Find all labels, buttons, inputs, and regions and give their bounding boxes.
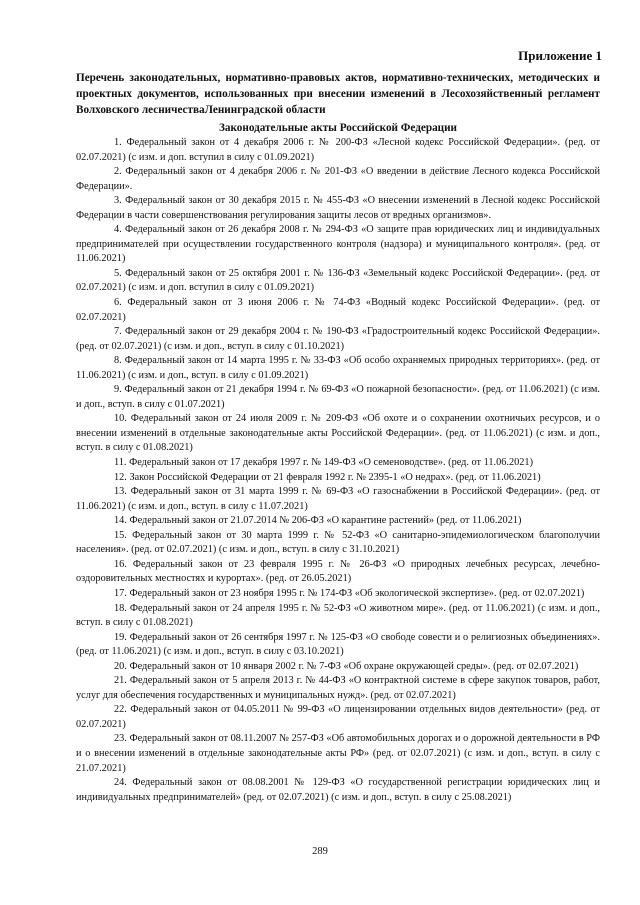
list-item: 23. Федеральный закон от 08.11.2007 № 257-ФЗ «Об автомобильных дорогах и о дорожной деятельности в РФ и о внесении изменений в отдельные законодательные акты РФ» (ред. от 02.07.2021) (с изм. и доп., вступ. в силу с 21.07.2021) bbox=[76, 733, 600, 774]
list-item: 4. Федеральный закон от 26 декабря 2008 г. № 294-ФЗ «О защите прав юридических лиц и индивидуальных предпринимателей при осуществлении государственного контроля (надзора) и муниципального контроля». (ред. от 11.06.2021) bbox=[76, 224, 600, 265]
page-number: 289 bbox=[312, 846, 328, 857]
list-item: 24. Федеральный закон от 08.08.2001 № 129-ФЗ «О государственной регистрации юридических лиц и индивидуальных предпринимателей» (ред. от 02.07.2021) (с изм. и доп., вступ. в силу с 25.08.2021) bbox=[76, 777, 600, 803]
list-item: 6. Федеральный закон от 3 июня 2006 г. № 74-ФЗ «Водный кодекс Российской Федерации». (ред. от 02.07.2021) bbox=[76, 297, 600, 323]
list-item: 5. Федеральный закон от 25 октября 2001 г. № 136-ФЗ «Земельный кодекс Российской Федерации». (ред. от 02.07.2021) (с изм. и доп. вступил в силу с 01.09.2021) bbox=[76, 267, 600, 294]
list-item: 16. Федеральный закон от 23 февраля 1995 г. № 26-ФЗ «О природных лечебных ресурсах, лечебно-оздоровительных местностях и курортах». (ред. от 26.05.2021) bbox=[76, 558, 600, 585]
list-item: 8. Федеральный закон от 14 марта 1995 г. № 33-ФЗ «Об особо охраняемых природных территориях». (ред. от 11.06.2021) (с изм. и доп., вступ. в силу с 01.09.2021) bbox=[76, 355, 600, 381]
law-list bbox=[76, 136, 600, 805]
list-item: 3. Федеральный закон от 30 декабря 2015 г. № 455-ФЗ «О внесении изменений в Лесной кодекс Российской Федерации в части совершенствования регулирования защиты лесов от вредных организмов». bbox=[76, 195, 600, 221]
list-item: 10. Федеральный закон от 24 июля 2009 г. № 209-ФЗ «Об охоте и о сохранении охотничьих ресурсов, и о внесении изменений в отдельные законодательные акты Российской Федерации». (ред. от 11.06.2021) (с изм. и доп., вступ. в силу с 01.08.2021) bbox=[76, 413, 600, 454]
list-item: 2. Федеральный закон от 4 декабря 2006 г. № 201-ФЗ «О введении в действие Лесного кодекса Российской Федерации». bbox=[76, 166, 600, 192]
list-item: 12. Закон Российской Федерации от 21 февраля 1992 г. № 2395-1 «О недрах». (ред. от 11.06.2021) bbox=[114, 471, 541, 483]
list-item: 18. Федеральный закон от 24 апреля 1995 г. № 52-ФЗ «О животном мире». (ред. от 11.06.2021) (с изм. и доп., вступ. в силу с 01.08.2021) bbox=[76, 602, 600, 629]
list-item: 20. Федеральный закон от 10 января 2002 г. № 7-ФЗ «Об охране окружающей среды». (ред. от 02.07.2021) bbox=[114, 660, 579, 672]
list-item: 21. Федеральный закон от 5 апреля 2013 г. № 44-ФЗ «О контрактной системе в сфере закупок товаров, работ, услуг для обеспечения государственных и муниципальных нужд». (ред. от 02.07.2021) bbox=[76, 675, 600, 701]
list-item: 22. Федеральный закон от 04.05.2011 № 99-ФЗ «О лицензировании отдельных видов деятельности» (ред. от 02.07.2021) bbox=[76, 704, 600, 730]
list-item: 9. Федеральный закон от 21 декабря 1994 г. № 69-ФЗ «О пожарной безопасности». (ред. от 11.06.2021) (с изм. и доп., вступ. в силу с 01.07.2021) bbox=[76, 384, 600, 410]
list-item: 14. Федеральный закон от 21.07.2014 № 206-ФЗ «О карантине растений» (ред. от 11.06.2021) bbox=[114, 515, 522, 527]
appendix-label: Приложение 1 bbox=[518, 48, 602, 63]
document-title: Перечень законодательных, нормативно-правовых актов, нормативно-технических, методических и проектных документов, использованных при внесении изменений в Лесохозяйственный регламент Волховского лесничестваЛенинградской области bbox=[76, 72, 600, 116]
list-item: 7. Федеральный закон от 29 декабря 2004 г. № 190-ФЗ «Градостроительный кодекс Российской Федерации». (ред. от 02.07.2021) (с изм. и доп., вступ. в силу с 01.10.2021) bbox=[76, 326, 600, 352]
list-item: 11. Федеральный закон от 17 декабря 1997 г. № 149-ФЗ «О семеноводстве». (ред. от 11.06.2021) bbox=[114, 457, 534, 469]
section-title: Законодательные акты Российской Федерации bbox=[218, 122, 457, 134]
list-item: 1. Федеральный закон от 4 декабря 2006 г. № 200-ФЗ «Лесной кодекс Российской Федерации». (ред. от 02.07.2021) (с изм. и доп. вступил в силу с 01.09.2021) bbox=[76, 137, 600, 163]
list-item: 15. Федеральный закон от 30 марта 1999 г. № 52-ФЗ «О санитарно-эпидемиологическом благополучии населения». (ред. от 02.07.2021) (с изм. и доп., вступ. в силу с 31.10.2021) bbox=[76, 529, 600, 556]
list-item: 19. Федеральный закон от 26 сентября 1997 г. № 125-ФЗ «О свободе совести и о религиозных объединениях». (ред. от 11.06.2021) (с изм. и доп., вступ. в силу с 03.10.2021) bbox=[76, 631, 600, 658]
list-item: 13. Федеральный закон от 31 марта 1999 г. № 69-ФЗ «О газоснабжении в Российской Федерации». (ред. от 11.06.2021) (с изм. и доп., вступ. в силу с 11.07.2021) bbox=[76, 486, 600, 512]
list-item: 17. Федеральный закон от 23 ноября 1995 г. № 174-ФЗ «Об экологической экспертизе». (ред. от 02.07.2021) bbox=[114, 587, 585, 599]
